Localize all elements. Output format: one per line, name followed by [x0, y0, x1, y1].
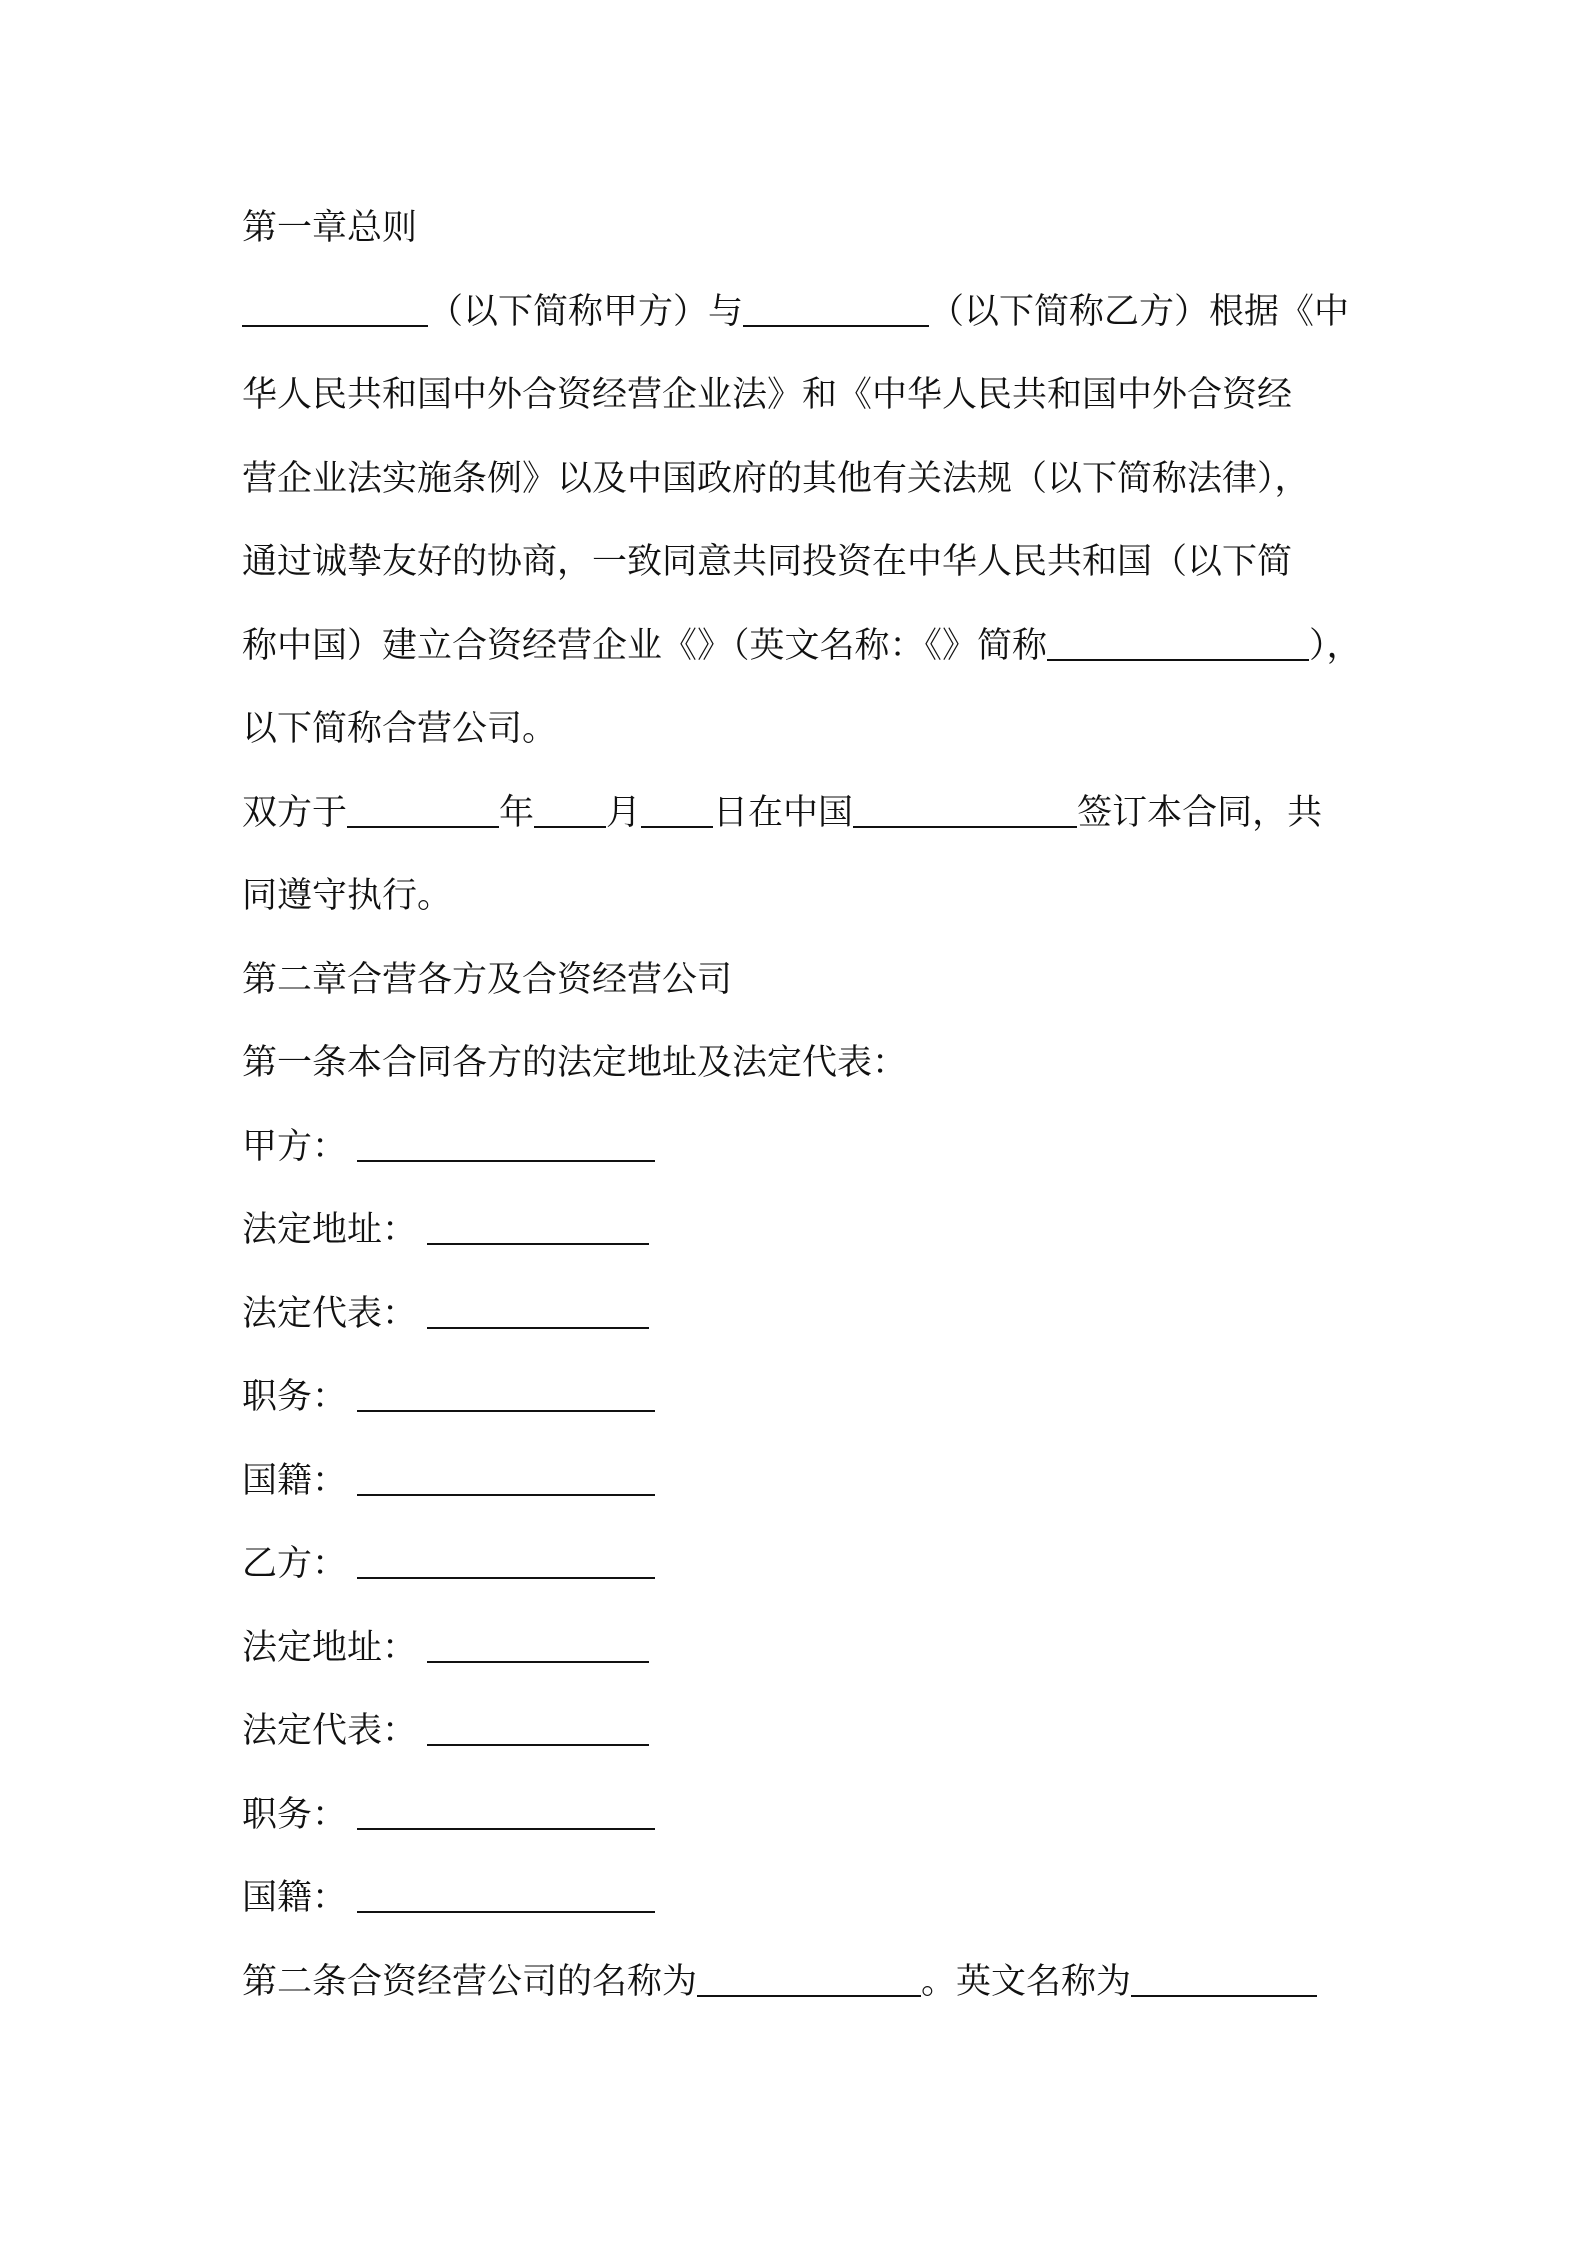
- party-a-position-blank[interactable]: [357, 1368, 655, 1412]
- party-b-blank[interactable]: [743, 283, 929, 327]
- party-a-rep-blank[interactable]: [427, 1285, 649, 1329]
- signing-place-blank[interactable]: [853, 784, 1077, 828]
- article-2-line: 第二条合资经营公司的名称为 。英文名称为: [242, 1952, 1362, 2036]
- party-b-name-blank[interactable]: [357, 1535, 655, 1579]
- article-1-title: 第一条本合同各方的法定地址及法定代表：: [242, 1043, 908, 1083]
- document-body: [242, 198, 1362, 2035]
- party-a-name-blank[interactable]: [357, 1118, 655, 1162]
- month-blank[interactable]: [534, 784, 606, 828]
- party-a-blank[interactable]: [242, 283, 428, 327]
- party-a-rep: 法定代表：: [242, 1284, 1362, 1368]
- chapter-2-title: 第二章合营各方及合资经营公司: [242, 959, 733, 1000]
- party-b-name: 乙方：: [242, 1534, 1362, 1618]
- signing-line: 双方于 年 月 日在中国 签订本合同，共: [242, 783, 1362, 867]
- day-blank[interactable]: [641, 784, 713, 828]
- party-b-address-blank[interactable]: [427, 1619, 649, 1663]
- party-b-rep-blank[interactable]: [427, 1702, 649, 1746]
- short-name-blank[interactable]: [1047, 617, 1309, 661]
- party-b-rep: 法定代表：: [242, 1701, 1362, 1785]
- year-blank[interactable]: [347, 784, 499, 828]
- party-b-nationality: 国籍：: [242, 1868, 1362, 1952]
- party-a-address-blank[interactable]: [427, 1201, 649, 1245]
- intro-line-4: 通过诚挚友好的协商，一致同意共同投资在中华人民共和国（以下简: [242, 542, 1293, 582]
- party-a-address: 法定地址：: [242, 1200, 1362, 1284]
- party-a-position: 职务：: [242, 1367, 1362, 1451]
- intro-line-6: 以下简称合营公司。: [242, 709, 558, 749]
- english-name-blank[interactable]: [1131, 1953, 1317, 1997]
- intro-line-1: （以下简称甲方）与 （以下简称乙方）根据《中: [242, 282, 1362, 366]
- intro-line-2: 华人民共和国中外合资经营企业法》和《中华人民共和国中外合资经: [242, 375, 1293, 415]
- party-b-nationality-blank[interactable]: [357, 1869, 655, 1913]
- party-b-position: 职务：: [242, 1785, 1362, 1869]
- company-name-blank[interactable]: [697, 1953, 921, 1997]
- signing-line-2: 同遵守执行。: [242, 876, 453, 916]
- party-a-nationality-blank[interactable]: [357, 1452, 655, 1496]
- chapter-1-title: 第一章总则: [242, 208, 418, 248]
- party-b-address: 法定地址：: [242, 1618, 1362, 1702]
- party-b-position-blank[interactable]: [357, 1786, 655, 1830]
- party-a-nationality: 国籍：: [242, 1451, 1362, 1535]
- intro-line-5: 称中国）建立合资经营企业《》（英文名称：《》简称 ），: [242, 616, 1362, 700]
- party-a-name: 甲方：: [242, 1117, 1362, 1201]
- intro-line-3: 营企业法实施条例》以及中国政府的其他有关法规（以下简称法律），: [242, 458, 1310, 499]
